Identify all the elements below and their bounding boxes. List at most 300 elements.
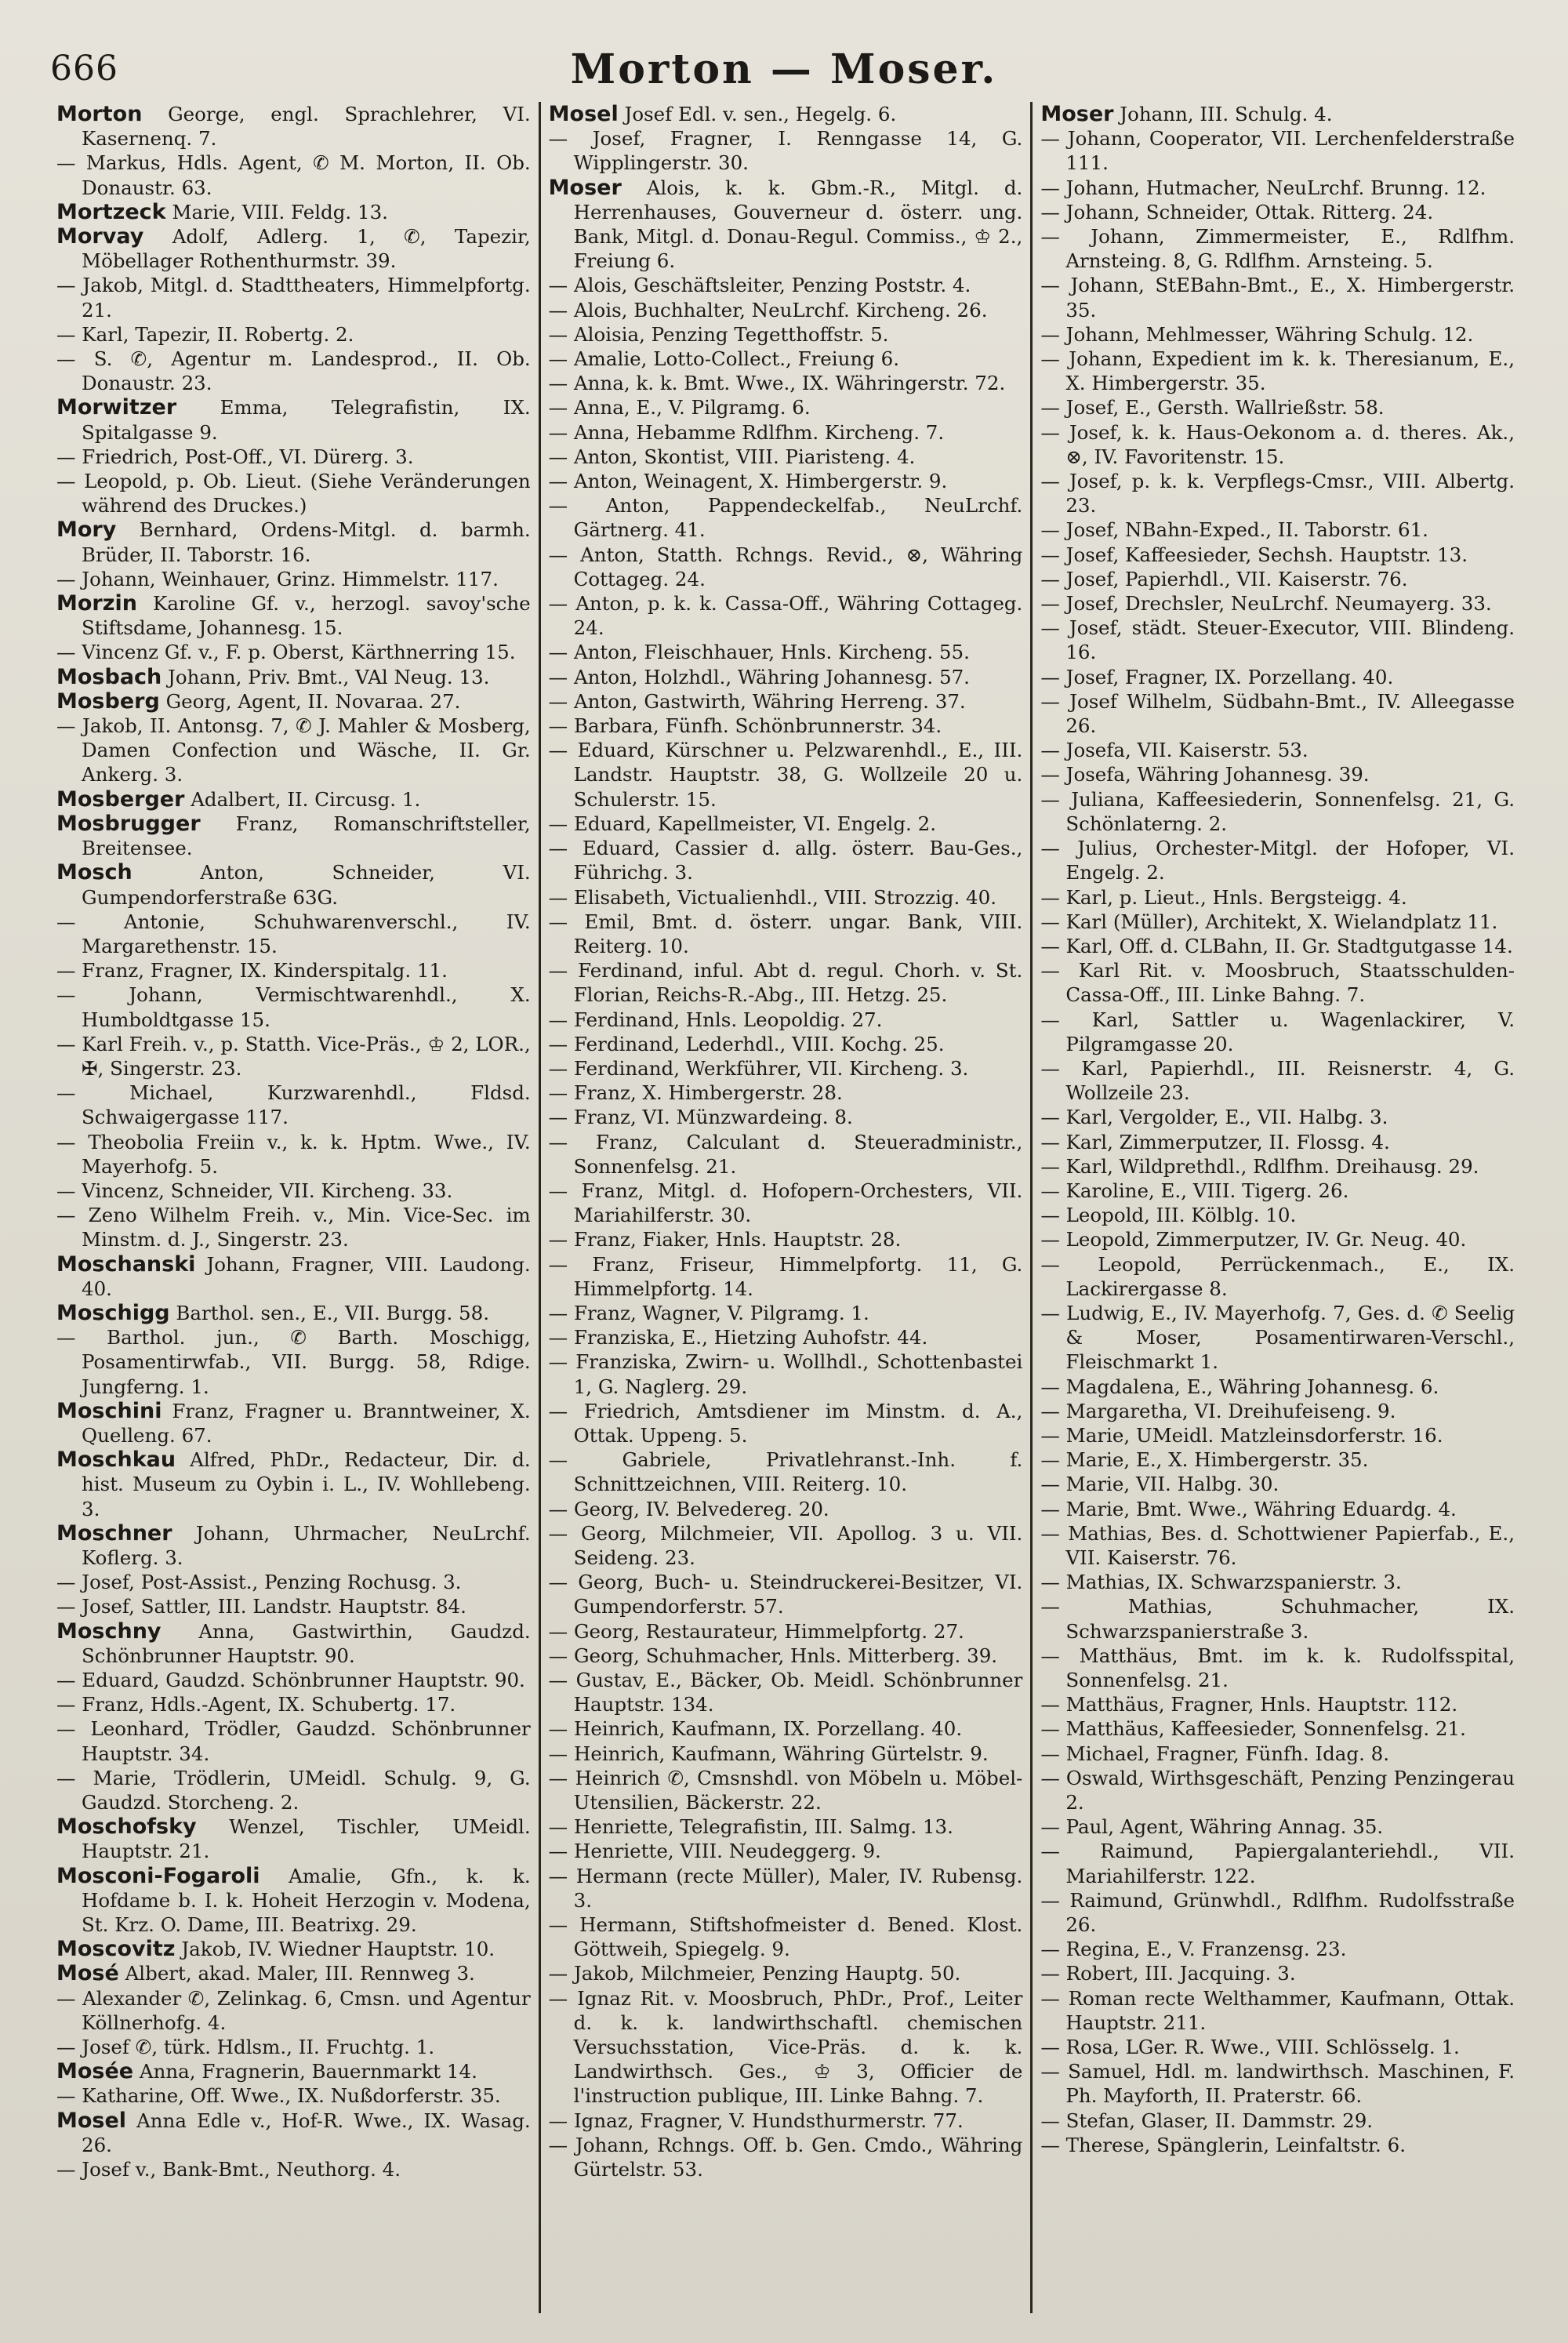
directory-entry [549, 1716, 1023, 1741]
directory-entry [1040, 2109, 1515, 2133]
directory-entry [549, 689, 1023, 714]
entry-text: — Josef, Drechsler, NeuLrchf. Neumayerg. 33. [1040, 592, 1492, 616]
entry-text: — Juliana, Kaffeesiederin, Sonnenfelsg. 21, G. Schönlaterng. 2. [1040, 787, 1515, 835]
directory-entry [549, 1961, 1023, 1985]
entry-text: — Josef Wilhelm, Südbahn-Bmt., IV. Alleegasse 26. [1040, 689, 1515, 738]
entry-text: — Anton, Gastwirth, Währing Herreng. 37. [548, 689, 966, 713]
entry-text: — Georg, Restaurateur, Himmelpfortg. 27. [548, 1619, 964, 1643]
directory-entry [1040, 1399, 1515, 1423]
entry-text: Anna, Fragnerin, Bauernmarkt 14. [133, 2060, 477, 2083]
directory-entry [1040, 1814, 1515, 1839]
entry-text: — Barbara, Fünfh. Schönbrunnerstr. 34. [548, 714, 942, 738]
entry-surname: Moschner [56, 1520, 172, 1546]
directory-entry [56, 983, 531, 1031]
directory-entry [56, 347, 531, 395]
directory-entry [56, 1301, 531, 1325]
entry-text: — Antonie, Schuhwarenverschl., IV. Margarethenstr. 15. [56, 910, 531, 957]
directory-entry [1040, 200, 1515, 224]
entry-text: Franz, Fragner u. Branntweiner, X. Quelleng. 67. [82, 1399, 531, 1447]
entry-text: Alfred, PhDr., Redacteur, Dir. d. hist. Museum zu Oybin i. L., IV. Wohllebeng. 3. [82, 1448, 531, 1520]
directory-entry [56, 445, 531, 469]
entry-text: — Emil, Bmt. d. österr. ungar. Bank, VIII. Reiterg. 10. [548, 910, 1023, 957]
directory-entry [549, 543, 1023, 591]
entry-text: — Anton, p. k. k. Cassa-Off., Währing Cottageg. 24. [548, 592, 1023, 640]
entry-text: — Johann, Expedient im k. k. Theresianum, E., X. Himbergerstr. 35. [1040, 347, 1515, 395]
entry-text: — Anna, E., V. Pilgramg. 6. [548, 396, 811, 420]
entry-text: — Gustav, E., Bäcker, Ob. Meidl. Schönbrunner Hauptstr. 134. [548, 1669, 1023, 1716]
directory-entry [1040, 1154, 1515, 1179]
entry-text: — Anton, Pappendeckelfab., NeuLrchf. Gärtnerg. 41. [548, 494, 1023, 542]
entry-surname: Moschny [56, 1618, 162, 1644]
entry-text: Georg, Agent, II. Novaraa. 27. [159, 689, 461, 713]
directory-entry [1040, 1252, 1515, 1301]
directory-entry [549, 1742, 1023, 1766]
entry-text: — Raimund, Papiergalanteriehdl., VII. Mariahilferstr. 122. [1040, 1840, 1515, 1887]
directory-entry [1040, 958, 1515, 1007]
directory-entry [1040, 1203, 1515, 1227]
directory-entry [549, 395, 1023, 420]
directory-entry [549, 1056, 1023, 1081]
directory-entry [1040, 224, 1515, 273]
directory-entry [549, 714, 1023, 738]
entry-text: — Henriette, Telegrafistin, III. Salmg. 13. [548, 1815, 953, 1839]
entry-text: — Karl, Papierhdl., III. Reisnerstr. 4, G. Wollzeile 23. [1040, 1056, 1515, 1105]
entry-text: — Ignaz Rit. v. Moosbruch, PhDr., Prof., Leiter d. k. k. landwirthschaftl. chemischen Versuchsstation, Vice-Präs. d. k. k. Landwirthsch. Ges., ♔ 3, Officier de l'instruction publique, III. Linke Bahng. 7. [548, 1986, 1023, 2108]
entry-surname: Moschini [56, 1398, 162, 1423]
directory-entry [1040, 1742, 1515, 1766]
entry-surname: Morvay [56, 224, 144, 249]
entry-text: — Anton, Fleischhauer, Hnls. Kircheng. 55. [548, 641, 970, 664]
entry-text: — Ferdinand, Lederhdl., VIII. Kochg. 25. [548, 1032, 945, 1055]
entry-text: — Anton, Skontist, VIII. Piaristeng. 4. [548, 445, 916, 468]
entry-text: Emma, Telegrafistin, IX. Spitalgasse 9. [82, 396, 531, 444]
entry-text: — Magdalena, E., Währing Johannesg. 6. [1040, 1375, 1439, 1398]
directory-entry [56, 2035, 531, 2059]
directory-entry [56, 2083, 531, 2108]
directory-entry [1040, 910, 1515, 934]
directory-entry [56, 1766, 531, 1814]
entry-text: Josef Edl. v. sen., Hegelg. 6. [618, 103, 897, 125]
directory-entry [1040, 665, 1515, 689]
directory-entry [1040, 787, 1515, 836]
directory-entry [549, 1448, 1023, 1496]
entry-text: — Jakob, Mitgl. d. Stadttheaters, Himmelpfortg. 21. [56, 274, 531, 321]
directory-entry [549, 885, 1023, 910]
entry-surname: Mosée [56, 2059, 134, 2084]
directory-entry [549, 1081, 1023, 1105]
entry-text: — Johann, Mehlmesser, Währing Schulg. 12. [1040, 322, 1474, 346]
column-1 [49, 102, 539, 2313]
entry-text: — Karl, Wildprethdl., Rdlfhm. Dreihausg. 29. [1040, 1154, 1479, 1178]
directory-entry [56, 102, 531, 151]
entry-text: — Johann, Weinhauer, Grinz. Himmelstr. 117. [56, 567, 499, 590]
entry-text: — Leonhard, Trödler, Gaudzd. Schönbrunner Hauptstr. 34. [56, 1717, 531, 1765]
directory-entry [56, 1668, 531, 1692]
entry-surname: Mosel [56, 2108, 127, 2133]
directory-entry [1040, 395, 1515, 420]
directory-entry [56, 151, 531, 199]
entry-text: — Eduard, Kürschner u. Pelzwarenhdl., E., III. Landstr. Hauptstr. 38, G. Wollzeile 20 u. Schulerstr. 15. [548, 739, 1023, 811]
entry-text: — Zeno Wilhelm Freih. v., Min. Vice-Sec. im Minstm. d. J., Singerstr. 23. [56, 1204, 531, 1251]
entry-surname: Moscovitz [56, 1937, 176, 1962]
directory-entry [1040, 738, 1515, 762]
entry-text: — Franziska, E., Hietzing Auhofstr. 44. [548, 1326, 928, 1349]
entry-text: Jakob, IV. Wiedner Hauptstr. 10. [175, 1938, 495, 1961]
directory-entry [56, 1325, 531, 1399]
entry-surname: Mosch [56, 860, 132, 885]
directory-entry [549, 591, 1023, 640]
entry-text: — Karl Freih. v., p. Statth. Vice-Präs., ♔ 2, LOR., ✠, Singerstr. 23. [56, 1032, 531, 1080]
directory-entry [56, 469, 531, 518]
directory-entry [549, 1252, 1023, 1301]
directory-entry [549, 322, 1023, 347]
directory-entry [1040, 1692, 1515, 1716]
directory-entry [1040, 1227, 1515, 1251]
directory-entry [56, 2059, 531, 2083]
directory-entry [56, 395, 531, 444]
entry-text: — Ferdinand, Hnls. Leopoldig. 27. [548, 1008, 883, 1031]
entry-text: — Franz, Hdls.-Agent, IX. Schubertg. 17. [56, 1693, 456, 1716]
entry-text: — Anna, k. k. Bmt. Wwe., IX. Währingerstr. 72. [548, 372, 1006, 395]
entry-text: — Barthol. jun., ✆ Barth. Moschigg, Posamentirwfab., VII. Burgg. 58, Rdige. Jungferng. 1. [56, 1326, 531, 1398]
entry-text: — Anton, Weinagent, X. Himbergerstr. 9. [548, 470, 948, 493]
directory-entry [549, 1497, 1023, 1521]
entry-text: Anna, Gastwirthin, Gaudzd. Schönbrunner Hauptstr. 90. [82, 1619, 531, 1667]
directory-entry [1040, 2035, 1515, 2059]
directory-entry [1040, 176, 1515, 200]
directory-entry [1040, 934, 1515, 958]
directory-entry [1040, 1056, 1515, 1105]
entry-text: — Julius, Orchester-Mitgl. der Hofoper, VI. Engelg. 2. [1040, 837, 1515, 885]
directory-entry [1040, 1839, 1515, 1887]
directory-entry [56, 1448, 531, 1521]
entry-text: — Henriette, VIII. Neudeggerg. 9. [548, 1840, 881, 1863]
entry-text: — Georg, Buch- u. Steindruckerei-Besitzer, VI. Gumpendorferstr. 57. [548, 1571, 1023, 1618]
entry-text: Barthol. sen., E., VII. Burgg. 58. [169, 1301, 490, 1324]
directory-entry [549, 640, 1023, 664]
directory-entry [549, 2109, 1023, 2133]
entry-text: Johann, Uhrmacher, NeuLrchf. Koflerg. 3. [82, 1521, 531, 1569]
entry-text: — Josef ✆, türk. Hdlsm., II. Fruchtg. 1. [56, 2036, 435, 2059]
entry-text: — Leopold, p. Ob. Lieut. (Siehe Veränderungen während des Druckes.) [56, 470, 531, 518]
entry-text: — Johann, Rchngs. Off. b. Gen. Cmdo., Währing Gürtelstr. 53. [548, 2133, 1023, 2181]
entry-surname: Mory [56, 518, 117, 543]
entry-text: — Matthäus, Fragner, Hnls. Hauptstr. 112. [1040, 1693, 1458, 1716]
directory-entry [1040, 1716, 1515, 1741]
entry-text: — Franz, Fiaker, Hnls. Hauptstr. 28. [548, 1228, 902, 1251]
entry-surname: Mosbach [56, 664, 162, 689]
entry-surname: Mosbrugger [56, 811, 201, 836]
directory-entry [1040, 1130, 1515, 1154]
directory-entry [549, 420, 1023, 445]
entry-text: — Josef, Kaffeesieder, Sechsh. Hauptstr. 13. [1040, 543, 1468, 566]
entry-text: Franz, Romanschriftsteller, Breitensee. [82, 812, 531, 860]
directory-entry [56, 1203, 531, 1251]
directory-entry [549, 738, 1023, 812]
entry-text: — Karl, p. Lieut., Hnls. Bergsteigg. 4. [1040, 885, 1407, 909]
directory-entry [56, 1864, 531, 1938]
directory-entry [549, 469, 1023, 493]
entry-surname: Moschofsky [56, 1814, 197, 1840]
entry-text: — Matthäus, Kaffeesieder, Sonnenfelsg. 21. [1040, 1717, 1466, 1741]
entry-text: — Leopold, III. Kölblg. 10. [1040, 1204, 1297, 1227]
entry-text: — Ludwig, E., IV. Mayerhofg. 7, Ges. d. ✆ Seelig & Moser, Posamentirwaren-Verschl., Fleischmarkt 1. [1040, 1301, 1515, 1374]
entry-text: — Rosa, LGer. R. Wwe., VIII. Schlösselg. 1. [1040, 2036, 1460, 2059]
directory-entry [56, 1252, 531, 1301]
entry-text: — Stefan, Glaser, II. Dammstr. 29. [1040, 2109, 1374, 2132]
entry-text: — Marie, Trödlerin, UMeidl. Schulg. 9, G. Gaudzd. Storcheng. 2. [56, 1766, 531, 1814]
directory-entry [549, 176, 1023, 274]
directory-entry [1040, 1570, 1515, 1594]
entry-text: — Franziska, Zwirn- u. Wollhdl., Schottenbastei 1, G. Naglerg. 29. [548, 1350, 1023, 1398]
entry-text: — Friedrich, Post-Off., VI. Dürerg. 3. [56, 445, 414, 468]
entry-text: — Johann, Vermischtwarenhdl., X. Humboldtgasse 15. [56, 983, 531, 1031]
directory-entry [549, 1521, 1023, 1570]
entry-text: — Gabriele, Privatlehranst.-Inh. f. Schnittzeichnen, VIII. Reiterg. 10. [548, 1448, 1023, 1496]
directory-entry [1040, 885, 1515, 910]
entry-surname: Mosel [548, 102, 619, 126]
entry-text: — Amalie, Lotto-Collect., Freiung 6. [548, 347, 900, 371]
entry-surname: Mortzeck [56, 199, 166, 224]
entry-text: — Michael, Fragner, Fünfh. Idag. 8. [1040, 1742, 1390, 1765]
directory-entry [549, 1668, 1023, 1716]
directory-entry [1040, 469, 1515, 518]
entry-text: — Vincenz, Schneider, VII. Kircheng. 33. [56, 1179, 453, 1202]
directory-entry [56, 1692, 531, 1716]
directory-entry [1040, 1497, 1515, 1521]
directory-entry [549, 1644, 1023, 1668]
directory-entry [56, 1570, 531, 1594]
entry-text: — Josef, k. k. Haus-Oekonom a. d. theres. Ak., ⊗, IV. Favoritenstr. 15. [1040, 420, 1515, 468]
entry-surname: Morton [56, 102, 143, 126]
directory-entry [549, 347, 1023, 371]
entry-surname: Mosberger [56, 786, 185, 812]
directory-entry [1040, 591, 1515, 616]
directory-entry [56, 2157, 531, 2181]
directory-entry [1040, 1448, 1515, 1472]
entry-text: — Theobolia Freiin v., k. k. Hptm. Wwe., IV. Mayerhofg. 5. [56, 1130, 531, 1178]
directory-entry [56, 1032, 531, 1081]
entry-text: — Hermann (recte Müller), Maler, IV. Rubensg. 3. [548, 1864, 1023, 1912]
directory-entry [56, 518, 531, 566]
entry-text: — Johann, Hutmacher, NeuLrchf. Brunng. 12. [1040, 176, 1486, 199]
entry-surname: Moser [1040, 102, 1114, 126]
entry-text: — Georg, Schuhmacher, Hnls. Mitterberg. 39. [548, 1644, 998, 1667]
entry-text: Johann, Priv. Bmt., VAl Neug. 13. [162, 665, 490, 688]
entry-text: — Matthäus, Bmt. im k. k. Rudolfsspital, Sonnenfelsg. 21. [1040, 1644, 1515, 1691]
entry-text: — Franz, Fragner, IX. Kinderspitalg. 11. [56, 959, 448, 983]
entry-text: — Josef, Post-Assist., Penzing Rochusg. 3. [56, 1571, 462, 1594]
directory-entry [56, 689, 531, 714]
entry-surname: Mosconi-Fogaroli [56, 1863, 260, 1888]
entry-text: — Elisabeth, Victualienhdl., VIII. Strozzig. 40. [548, 885, 997, 909]
entry-text: Johann, Fragner, VIII. Laudong. 40. [82, 1252, 531, 1300]
entry-text: — Mathias, IX. Schwarzspanierstr. 3. [1040, 1571, 1402, 1594]
entry-text: — Alois, Geschäftsleiter, Penzing Poststr. 4. [548, 274, 971, 297]
directory-entry [1040, 1986, 1515, 2035]
directory-entry [1040, 2133, 1515, 2157]
entry-text: — Josefa, Währing Johannesg. 39. [1040, 763, 1370, 786]
directory-entry [549, 665, 1023, 689]
entry-text: Adolf, Adlerg. 1, ✆, Tapezir, Möbellager Rothenthurmstr. 39. [82, 225, 531, 273]
directory-entry [549, 1179, 1023, 1227]
directory-entry [1040, 2059, 1515, 2108]
directory-entry [56, 1986, 531, 2035]
entry-text: — Eduard, Cassier d. allg. österr. Bau-Ges., Führichg. 3. [548, 837, 1023, 885]
directory-entry [56, 273, 531, 321]
directory-entry [56, 860, 531, 909]
directory-entry [1040, 1937, 1515, 1961]
entry-text: — Heinrich, Kaufmann, IX. Porzellang. 40. [548, 1717, 963, 1741]
directory-entry [549, 273, 1023, 297]
directory-entry [1040, 762, 1515, 786]
directory-entry [1040, 1961, 1515, 1985]
entry-surname: Mosberg [56, 688, 160, 714]
entry-text: — Karoline, E., VIII. Tigerg. 26. [1040, 1179, 1349, 1202]
directory-entry [56, 1814, 531, 1863]
entry-text: — Hermann, Stiftshofmeister d. Bened. Klost. Göttweih, Spiegelg. 9. [548, 1913, 1023, 1961]
directory-entry [56, 787, 531, 812]
entry-text: — Josef, Sattler, III. Landstr. Hauptstr. 84. [56, 1595, 466, 1618]
directory-entry [1040, 1179, 1515, 1203]
directory-entry [549, 1008, 1023, 1032]
directory-entry [549, 1301, 1023, 1325]
entry-text: — Franz, Friseur, Himmelpfortg. 11, G. Himmelpfortg. 14. [548, 1252, 1023, 1300]
directory-entry [56, 224, 531, 273]
entry-text: Johann, III. Schulg. 4. [1113, 103, 1333, 125]
entry-text: — Alexander ✆, Zelinkag. 6, Cmsn. und Agentur Köllnerhofg. 4. [56, 1986, 531, 2034]
entry-text: — S. ✆, Agentur m. Landesprod., II. Ob. Donaustr. 23. [56, 347, 531, 395]
directory-entry [549, 493, 1023, 542]
directory-entry [1040, 836, 1515, 885]
directory-entry [56, 1716, 531, 1765]
column-3 [1030, 102, 1523, 2313]
entry-text: Bernhard, Ordens-Mitgl. d. barmh. Brüder, II. Taborstr. 16. [82, 518, 531, 566]
entry-text: — Therese, Spänglerin, Leinfaltstr. 6. [1040, 2133, 1406, 2156]
directory-entry [56, 714, 531, 787]
entry-text: — Regina, E., V. Franzensg. 23. [1040, 1938, 1347, 1961]
directory-entry [549, 1986, 1023, 2109]
directory-entry [1040, 1301, 1515, 1375]
entry-text: Albert, akad. Maler, III. Rennweg 3. [118, 1962, 475, 1985]
directory-entry [1040, 1375, 1515, 1399]
directory-entry [1040, 1644, 1515, 1692]
directory-entry [1040, 1766, 1515, 1814]
entry-text: — Ferdinand, Werkführer, VII. Kircheng. 3. [548, 1056, 969, 1080]
entry-text: — Alois, Buchhalter, NeuLrchf. Kircheng. 26. [548, 298, 988, 321]
entry-text: — Mathias, Bes. d. Schottwiener Papierfab., E., VII. Kaiserstr. 76. [1040, 1521, 1515, 1569]
directory-entry [1040, 543, 1515, 567]
directory-entry [1040, 1888, 1515, 1937]
entry-text: — Samuel, Hdl. m. landwirthsch. Maschinen, F. Ph. Mayforth, II. Praterstr. 66. [1040, 2060, 1515, 2108]
entry-text: — Margaretha, VI. Dreihufeiseng. 9. [1040, 1399, 1396, 1422]
entry-text: — Karl (Müller), Architekt, X. Wielandplatz 11. [1040, 910, 1498, 933]
entry-text: — Robert, III. Jacquing. 3. [1040, 1962, 1296, 1985]
directory-entry [549, 1570, 1023, 1618]
entry-text: — Franz, Calculant d. Steueradministr., Sonnenfelsg. 21. [548, 1130, 1023, 1178]
directory-entry [549, 1619, 1023, 1644]
directory-entry [549, 1227, 1023, 1251]
directory-entry [56, 322, 531, 347]
entry-text: — Karl, Tapezir, II. Robertg. 2. [56, 322, 354, 346]
entry-text: — Mathias, Schuhmacher, IX. Schwarzspanierstraße 3. [1040, 1595, 1515, 1643]
directory-entry [549, 1349, 1023, 1398]
directory-entry [549, 1814, 1023, 1839]
entry-text: — Karl, Sattler u. Wagenlackirer, V. Pilgramgasse 20. [1040, 1008, 1515, 1055]
entry-text: — Vincenz Gf. v., F. p. Oberst, Kärthnerring 15. [56, 641, 516, 664]
page-header [47, 45, 1521, 100]
entry-text: — Josefa, VII. Kaiserstr. 53. [1040, 739, 1308, 762]
directory-entry [56, 665, 531, 689]
directory-entry [1040, 689, 1515, 738]
running-head: Morton — Moser. [570, 45, 998, 93]
entry-text: — Karl, Zimmerputzer, II. Flossg. 4. [1040, 1130, 1390, 1153]
directory-entry [56, 1130, 531, 1179]
entry-text: — Josef, p. k. k. Verpflegs-Cmsr., VIII. Albertg. 23. [1040, 470, 1515, 518]
directory-entry [1040, 273, 1515, 321]
entry-text: Anna Edle v., Hof-R. Wwe., IX. Wasag. 26. [82, 2109, 531, 2156]
entry-text: — Johann, Cooperator, VII. Lerchenfelderstraße 111. [1040, 127, 1515, 175]
directory-entry [56, 1179, 531, 1203]
entry-text: — Leopold, Zimmerputzer, IV. Gr. Neug. 40. [1040, 1228, 1467, 1251]
directory-entry [56, 1937, 531, 1961]
directory-entry [549, 1864, 1023, 1913]
entry-text: — Aloisia, Penzing Tegetthoffstr. 5. [548, 322, 889, 346]
entry-text: — Johann, Schneider, Ottak. Ritterg. 24. [1040, 200, 1434, 223]
column-2 [539, 102, 1031, 2313]
entry-text: — Anton, Holzhdl., Währing Johannesg. 57. [548, 665, 970, 688]
entry-text: — Roman recte Welthammer, Kaufmann, Ottak. Hauptstr. 211. [1040, 1986, 1515, 2034]
entry-text: — Leopold, Perrückenmach., E., IX. Lackirergasse 8. [1040, 1252, 1515, 1300]
entry-surname: Moschkau [56, 1448, 176, 1473]
entry-text: — Josef, NBahn-Exped., II. Taborstr. 61. [1040, 518, 1428, 542]
directory-entry [549, 1130, 1023, 1179]
entry-surname: Moschigg [56, 1300, 170, 1325]
directory-entry [549, 2133, 1023, 2181]
entry-text: — Franz, Mitgl. d. Hofopern-Orchesters, VII. Mariahilferstr. 30. [548, 1179, 1023, 1227]
entry-text: — Michael, Kurzwarenhdl., Fldsd. Schwaigergasse 117. [56, 1081, 531, 1129]
entry-text: Adalbert, II. Circusg. 1. [184, 787, 421, 811]
directory-entry [56, 1081, 531, 1129]
entry-text: — Markus, Hdls. Agent, ✆ M. Morton, II. Ob. Donaustr. 63. [56, 151, 531, 199]
directory-entry [56, 2109, 531, 2157]
directory-entry [1040, 1472, 1515, 1496]
entry-text: — Jakob, Milchmeier, Penzing Hauptg. 50. [548, 1962, 961, 1985]
directory-entry [549, 126, 1023, 175]
directory-columns [49, 102, 1523, 2313]
directory-entry [549, 1913, 1023, 1961]
entry-text: — Anton, Statth. Rchngs. Revid., ⊗, Währing Cottageg. 24. [548, 543, 1023, 590]
directory-entry [56, 958, 531, 983]
entry-text: — Johann, Zimmermeister, E., Rdlfhm. Arnsteing. 8, G. Rdlfhm. Arnsteing. 5. [1040, 225, 1515, 273]
directory-entry [56, 1399, 531, 1448]
entry-text: Karoline Gf. v., herzogl. savoy'sche Stiftsdame, Johannesg. 15. [82, 592, 531, 640]
directory-entry [549, 1766, 1023, 1814]
directory-entry [1040, 322, 1515, 347]
directory-entry [549, 102, 1023, 126]
entry-text: — Ferdinand, inful. Abt d. regul. Chorh. v. St. Florian, Reichs-R.-Abg., III. Hetzg. 25. [548, 959, 1023, 1007]
entry-text: — Karl, Off. d. CLBahn, II. Gr. Stadtgutgasse 14. [1040, 934, 1513, 957]
entry-text: George, engl. Sprachlehrer, VI. Kasernenq. 7. [82, 103, 531, 151]
entry-text: — Ignaz, Fragner, V. Hundsthurmerstr. 77. [548, 2109, 964, 2132]
entry-text: — Marie, E., X. Himbergerstr. 35. [1040, 1448, 1369, 1472]
directory-entry [1040, 347, 1515, 395]
entry-text: — Oswald, Wirthsgeschäft, Penzing Penzingerau 2. [1040, 1766, 1515, 1814]
entry-text: Marie, VIII. Feldg. 13. [165, 200, 388, 223]
entry-surname: Moschanski [56, 1251, 196, 1277]
entry-text: — Eduard, Kapellmeister, VI. Engelg. 2. [548, 812, 936, 835]
directory-entry [1040, 126, 1515, 175]
